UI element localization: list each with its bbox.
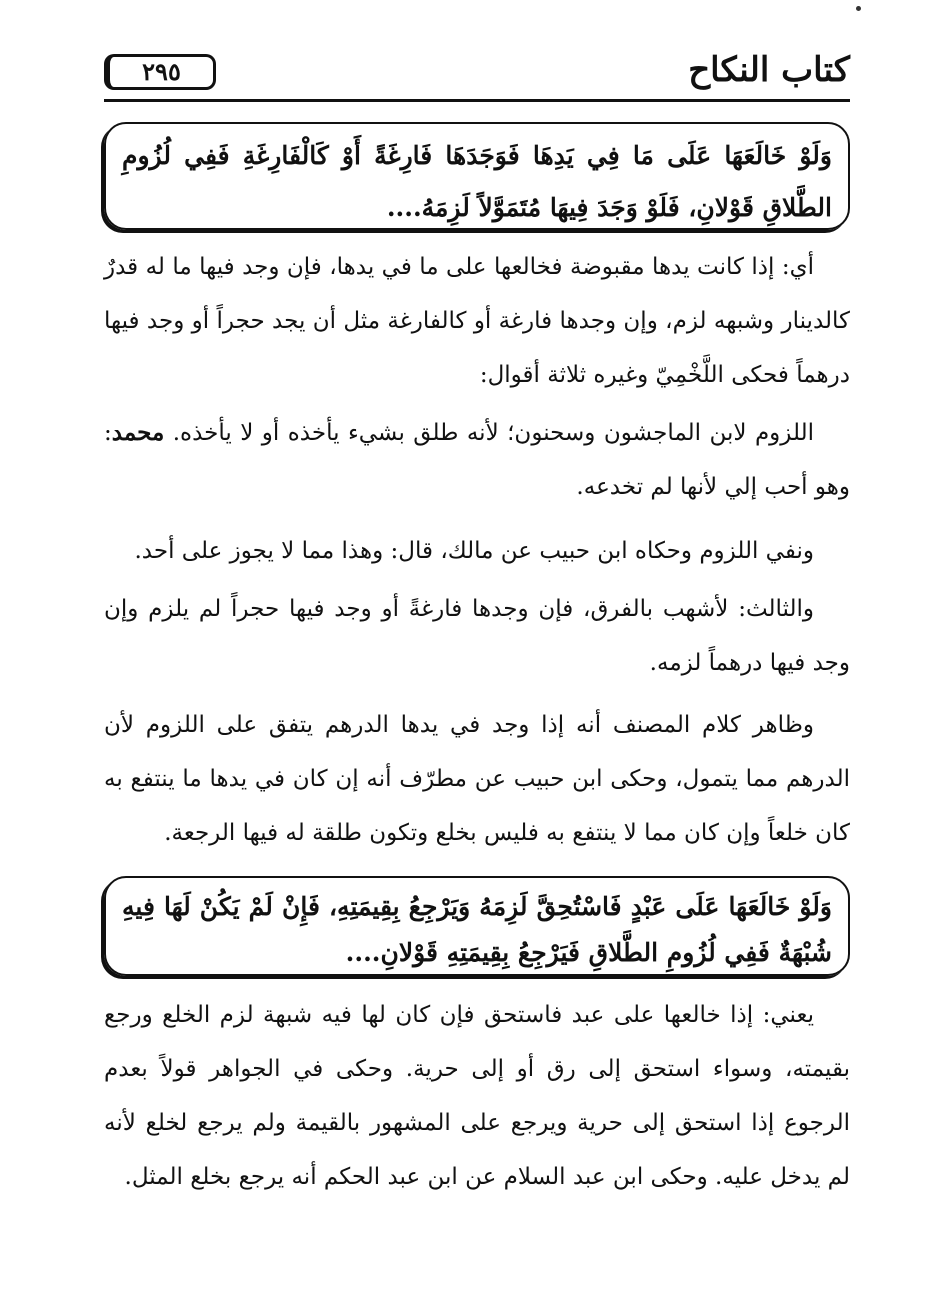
matn-text-2: وَلَوْ خَالَعَهَا عَلَى عَبْدٍ فَاسْتُحِقَّ لَزِمَهُ وَيَرْجِعُ بِقِيمَتِهِ، فَإِنْ لَمْ يَكُنْ لَهَا فِيهِ شُبْهَةٌ فَفِي لُزُومِ الطَّلاقِ فَيَرْجِعُ بِقِيمَتِهِ قَوْلانِ.... xyxy=(122,892,832,967)
book-title: كتاب النكاح xyxy=(688,50,850,90)
commentary-paragraph-2 xyxy=(104,406,850,514)
matn-text-1: وَلَوْ خَالَعَهَا عَلَى مَا فِي يَدِهَا فَوَجَدَهَا فَارِغَةً أَوْ كَالْفَارِغَةِ فَفِي لُزُومِ الطَّلاقِ قَوْلانِ، فَلَوْ وَجَدَ فِيهَا مُتَمَوَّلاً لَزِمَهُ.... xyxy=(122,141,832,222)
page-number: ٢٩٥ xyxy=(104,54,216,90)
commentary-paragraph-6: يعني: إذا خالعها على عبد فاستحق فإن كان لها فيه شبهة لزم الخلع ورجع بقيمته، وسواء استحق إلى رق أو إلى حرية. وحكى في الجواهر قولاً بعدم الرجوع إذا استحق إلى حرية ويرجع على المشهور بالقيمة ولم يرجع لخلع لأنه لم يدخل عليه. وحكى ابن عبد السلام عن ابن عبد الحكم أنه يرجع بخلع المثل. xyxy=(104,1002,850,1190)
commentary-2-text-a: اللزوم لابن الماجشون وسحنون؛ لأنه طلق بشيء يأخذه أو لا يأخذه. xyxy=(164,420,814,446)
commentary-paragraph-5: وظاهر كلام المصنف أنه إذا وجد في يدها الدرهم يتفق على اللزوم لأن الدرهم مما يتمول، وحكى ابن حبيب عن مطرّف أنه إن كان في يدها ما ينتفع به كان خلعاً وإن كان مما لا ينتفع به فليس بخلع وتكون طلقة له فيها الرجعة. xyxy=(104,712,850,846)
commentary-paragraph-1: أي: إذا كانت يدها مقبوضة فخالعها على ما في يدها، فإن وجد فيها ما له قدرٌ كالدينار وشبهه لزم، وإن وجدها فارغة أو كالفارغة مثل أن يجد حجراً أو وجد فيها درهماً فحكى اللَّخْمِيّ وغيره ثلاثة أقوال: xyxy=(104,254,850,388)
matn-box-2 xyxy=(104,876,850,976)
author-name-muhammad: محمد xyxy=(111,419,165,446)
matn-box-1 xyxy=(104,122,850,230)
header-rule xyxy=(104,99,850,102)
commentary-paragraph-4: والثالث: لأشهب بالفرق، فإن وجدها فارغةً أو وجد فيها حجراً لم يلزم وإن وجد فيها درهماً لزمه. xyxy=(104,596,850,676)
commentary-paragraph-3: ونفي اللزوم وحكاه ابن حبيب عن مالك، قال: وهذا مما لا يجوز على أحد. xyxy=(134,538,814,564)
page-header xyxy=(104,46,850,102)
commentary-2-text-b: : وهو أحب إلي لأنها لم تخدعه. xyxy=(104,420,850,500)
scan-speck xyxy=(856,6,861,11)
